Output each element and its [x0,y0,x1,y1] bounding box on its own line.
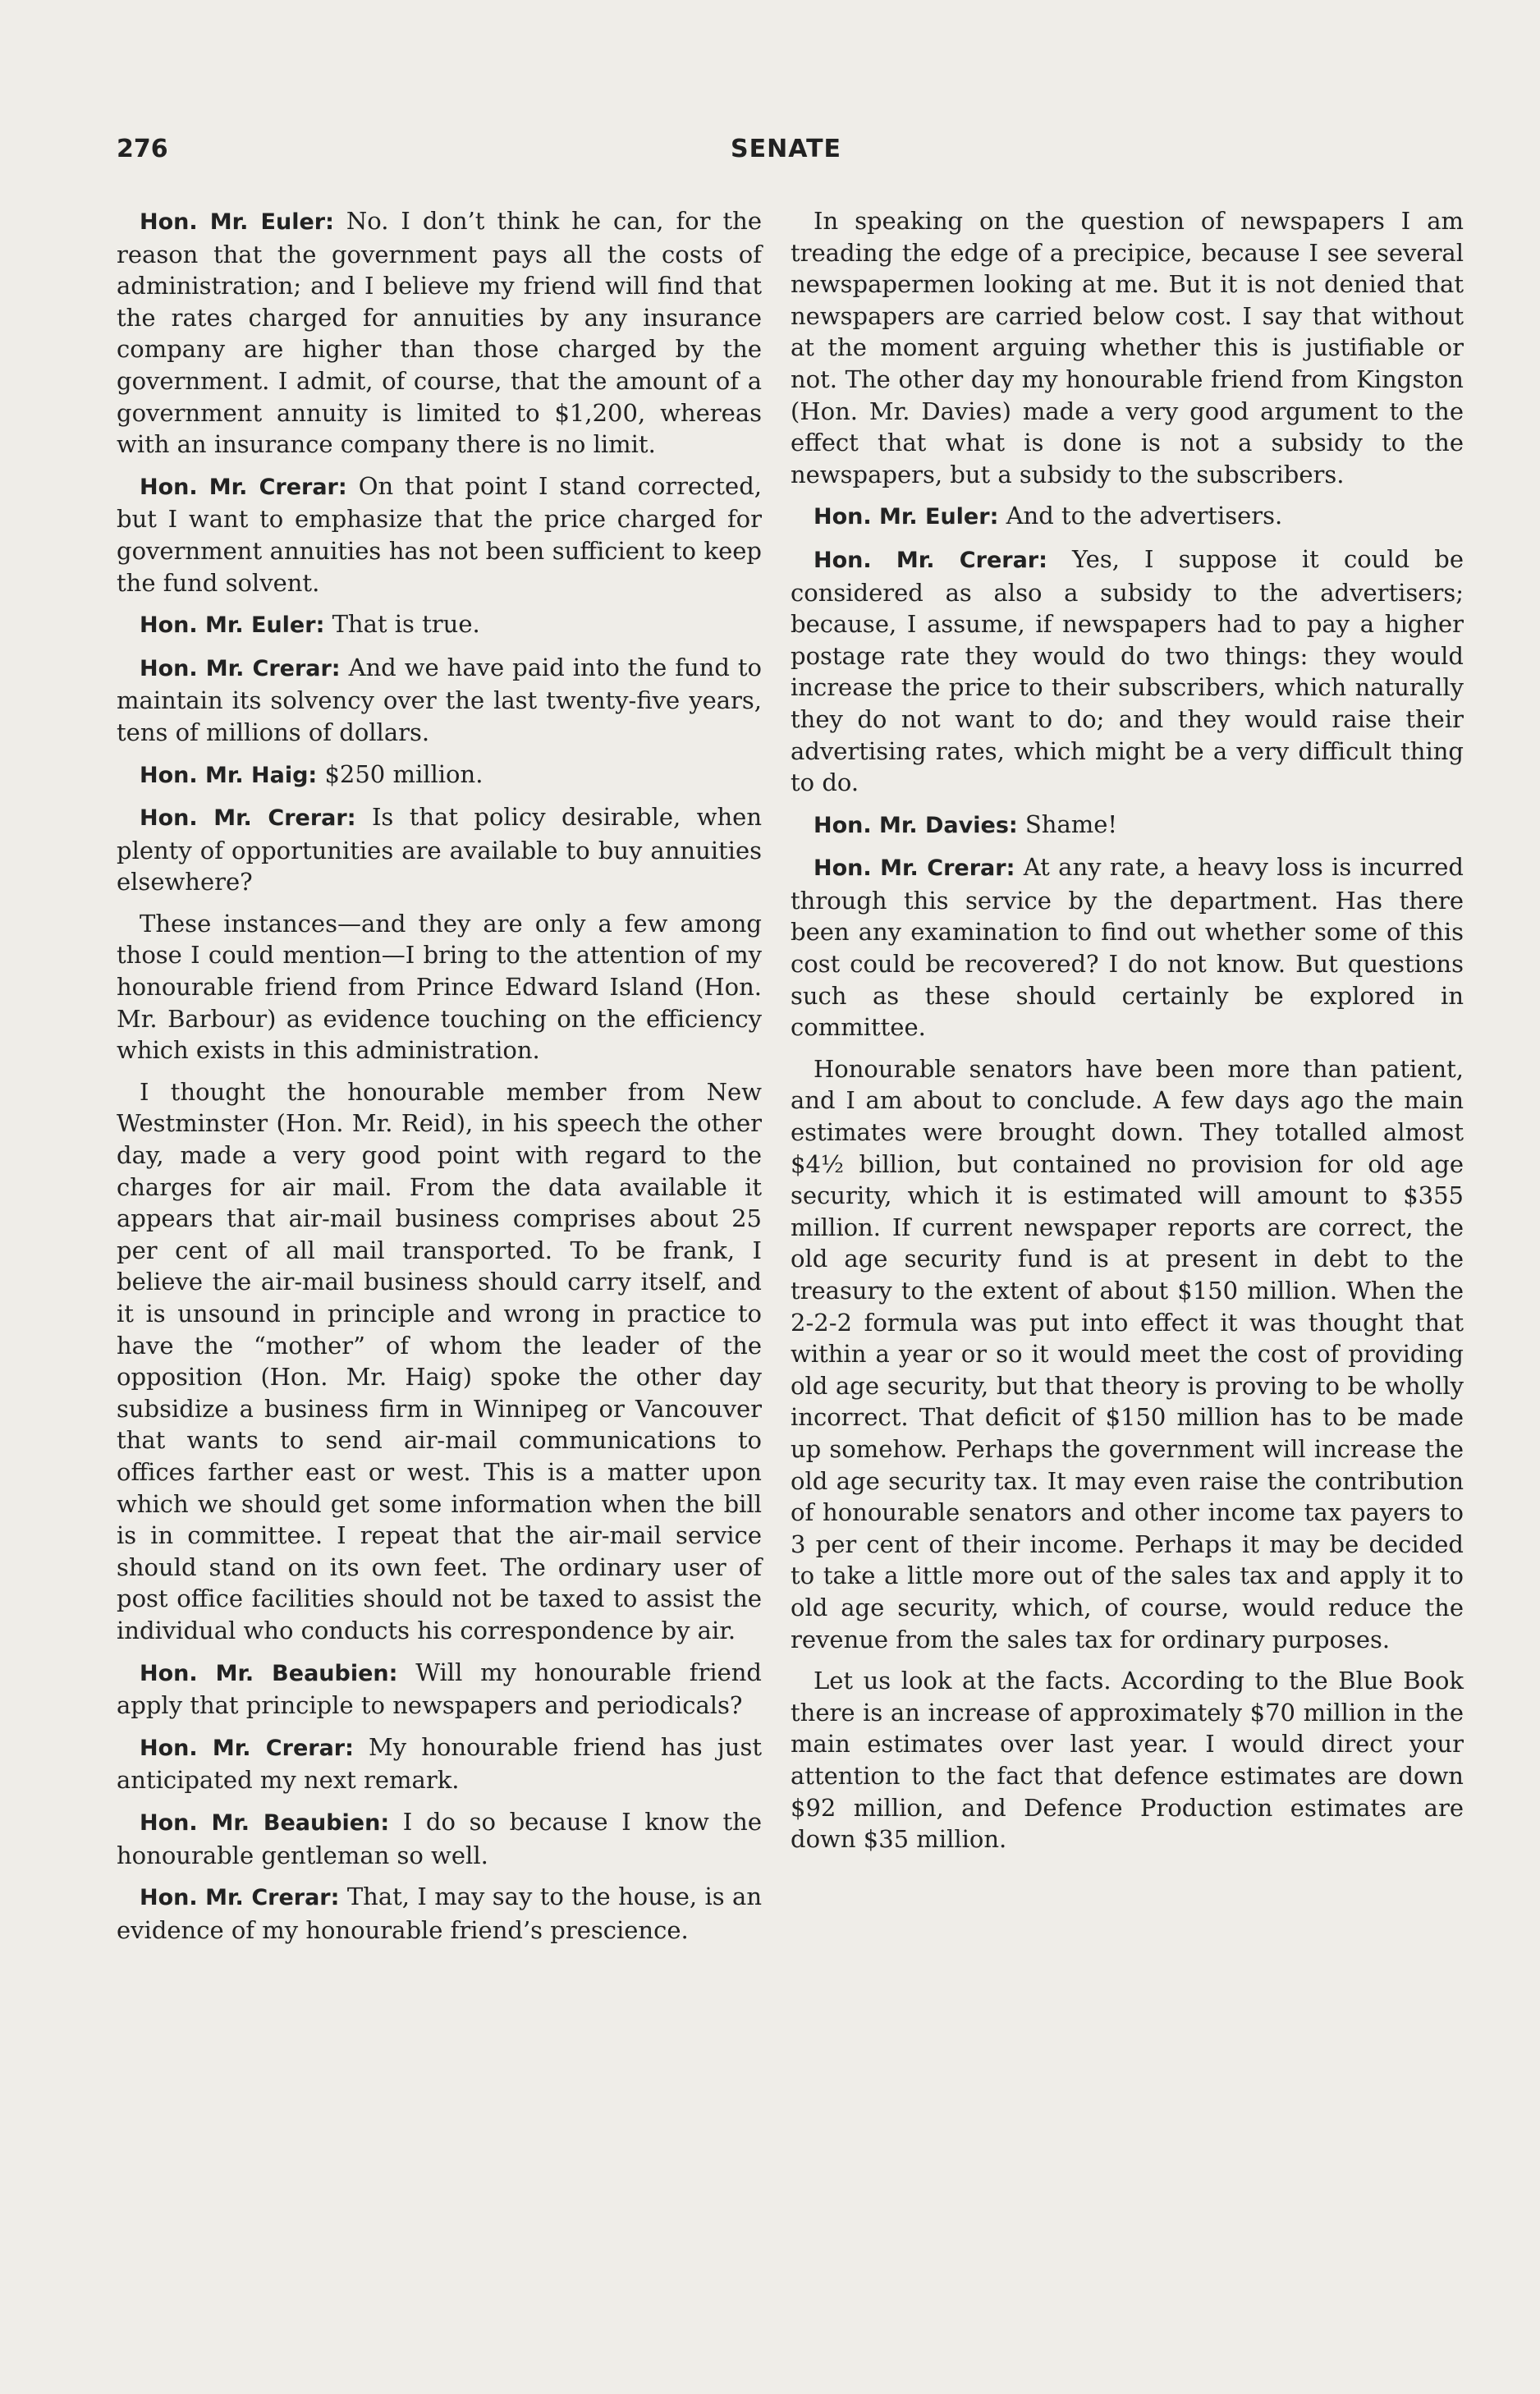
paragraph-text: That, I may say to the house, is an evidence of my honourable friend’s prescience. [117,1883,763,1944]
paragraph [117,759,762,792]
speaker-label: Hon. Mr. Crerar: [140,655,341,681]
paragraph-text: No. I don’t think he can, for the reason that the government pays all the costs of administration; and I believe my friend will find that the rates charged for annuities by any insurance company are higher than those charged by the government. I admit, of course, that the amount of a government annuity is limited to $1,200, whereas with an insurance company there is no limit. [117,207,762,459]
paragraph-text: Yes, I suppose it could be considered as also a subsidy to the advertisers; because, I assume, if newspapers had to pay a higher postage rate they would do two things: they would increase the price to their subscribers, which naturally they do not want to do; and they would raise their advertising rates, which might be a very difficult thing to do. [791,544,1464,797]
paragraph-text: $250 million. [324,759,484,788]
paragraph [117,470,762,598]
paragraph-text: Shame! [1024,809,1118,838]
paragraph [117,801,762,898]
speaker-label: Hon. Mr. Crerar: [140,1885,340,1911]
speaker-label: Hon. Mr. Haig: [140,762,318,788]
paragraph-text: And to the advertisers. [1006,502,1283,530]
paragraph-text: In speaking on the question of newspapers I am treading the edge of a precipice, because I see several newspapermen looking at me. But it is not denied that newspapers are carried below cost. I say that without at the moment arguing whether this is justifiable or not. The other day my honourable friend from Kingston (Hon. Mr. Davies) made a very good argument to the effect that what is done is not a subsidy to the newspapers, but a subsidy to the subscribers. [791,207,1464,488]
paragraph [117,652,762,749]
paragraph [117,608,762,642]
speaker-label: Hon. Mr. Euler: [814,504,999,530]
paragraph-text: At any rate, a heavy loss is incurred through this service by the department. Has there been any examination to find out whether some of this cost could be recovered? I do not know. But questions such as these should certainly be explored in committee. [791,853,1464,1042]
speaker-label: Hon. Mr. Euler: [140,209,334,235]
speaker-label: Hon. Mr. Euler: [140,612,325,639]
paragraph [791,851,1464,1043]
page-number: 276 [117,135,168,163]
speaker-label: Hon. Mr. Crerar: [140,474,347,500]
paragraph [791,205,1464,490]
speaker-label: Hon. Mr. Crerar: [814,547,1047,573]
paragraph [117,1076,762,1647]
paragraph [117,1657,762,1722]
paragraph-text: Will my honourable friend apply that principle to newspapers and periodicals? [117,1658,762,1720]
speaker-label: Hon. Mr. Crerar: [814,855,1015,882]
speaker-label: Hon. Mr. Crerar: [140,1735,354,1761]
paragraph [791,500,1464,534]
speaker-label: Hon. Mr. Beaubien: [140,1809,390,1836]
paragraph-text: These instances—and they are only a few among those I could mention—I bring to the attention of my honourable friend from Prince Edward Island (Hon. Mr. Barbour) as evidence touching on the efficiency which exists in this administration. [117,909,762,1065]
page-header [117,135,855,176]
paragraph-text: Is that policy desirable, when plenty of opportunities are available to buy annuities elsewhere? [117,803,763,897]
speaker-label: Hon. Mr. Davies: [814,812,1018,838]
left-column [117,205,762,1956]
right-column [791,205,1464,1865]
paragraph [791,543,1464,799]
paragraph-text: My honourable friend has just anticipated my next remark. [117,1732,763,1795]
speaker-label: Hon. Mr. Beaubien: [140,1660,398,1686]
paragraph-text: And we have paid into the fund to maintain its solvency over the last twenty-five years, tens of millions of dollars. [117,653,762,746]
paragraph-text: Honourable senators have been more than patient, and I am about to conclude. A few days ago the main estimates were brought down. They totalled almost $4½ billion, but contained no provision for old age security, which it is estimated will amount to $355 million. If current newspaper reports are correct, the old age security fund is at present in debt to the treasury to the extent of about $150 million. When the 2-2-2 formula was put into effect it was thought that within a year or so it would meet the cost of providing old age security, but that theory is proving to be wholly incorrect. That deficit of $150 million has to be made up somehow. Perhaps the government will increase the old age security tax. It may even raise the contribution of honourable senators and other income tax payers to 3 per cent of their income. Perhaps it may be decided to take a little more out of the sales tax and apply it to old age security, which, of course, would reduce the revenue from the sales tax for ordinary purposes. [791,1054,1464,1653]
paragraph [117,1731,762,1796]
paragraph [117,908,762,1066]
paragraph-text: Let us look at the facts. According to the Blue Book there is an increase of approximately $70 million in the main estimates over last year. I would direct your attention to the fact that defence estimates are down $92 million, and Defence Production estimates are down $35 million. [791,1667,1464,1854]
paragraph-text: That is true. [332,610,480,639]
running-title: SENATE [731,135,842,163]
paragraph [117,1881,762,1946]
paragraph [117,205,762,461]
speaker-label: Hon. Mr. Crerar: [140,805,356,832]
paragraph [791,1053,1464,1655]
paragraph [791,1665,1464,1855]
paragraph-text: On that point I stand corrected, but I want to emphasize that the price charged for government annuities has not been sufficient to keep the fund solvent. [117,471,763,597]
paragraph-text: I thought the honourable member from New Westminster (Hon. Mr. Reid), in his speech the other day, made a very good point with regard to the charges for air mail. From the data available it appears that air-mail business comprises about 25 per cent of all mail transported. To be frank, I believe the air-mail business should carry itself, and it is unsound in principle and wrong in practice to have the “mother” of whom the leader of the opposition (Hon. Mr. Haig) spoke the other day subsidize a business firm in Winnipeg or Vancouver that wants to send air-mail communications to offices farther east or west. This is a matter upon which we should get some information when the bill is in committee. I repeat that the air-mail service should stand on its own feet. The ordinary user of post office facilities should not be taxed to assist the individual who conducts his correspondence by air. [117,1077,762,1644]
paragraph-text: I do so because I know the honourable gentleman so well. [117,1807,763,1869]
paragraph [117,1806,762,1871]
paragraph [791,809,1464,842]
